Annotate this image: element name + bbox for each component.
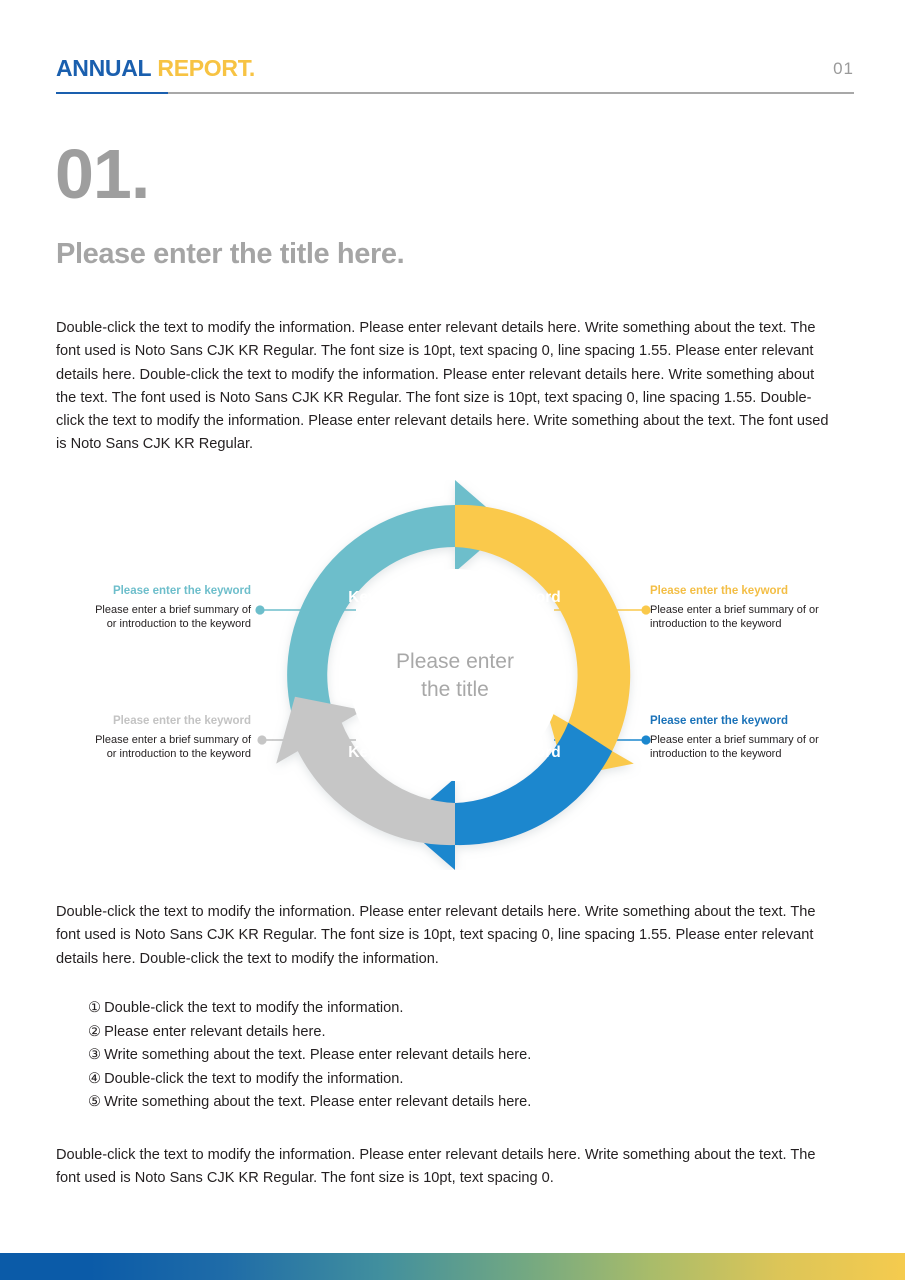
list-item — [88, 1068, 828, 1092]
callout-heading-bottom-right: Please enter the keyword — [650, 715, 789, 727]
cycle-segment-label-bottom-left: Keyword — [348, 744, 414, 761]
cycle-center-title-line2: the title — [421, 678, 489, 701]
list-item-marker: ③ — [88, 1047, 102, 1063]
list-item — [88, 1044, 828, 1068]
callout-body-top-right — [650, 603, 850, 631]
list-item-text: Write something about the text. Please enter relevant details here. — [104, 1094, 532, 1110]
list-item-text: Double-click the text to modify the information. — [104, 1000, 404, 1016]
list-item-marker: ① — [88, 1000, 102, 1016]
numbered-list — [88, 997, 828, 1115]
callout-body-line2-top-right: introduction to the keyword — [650, 618, 782, 630]
cycle-segment-label-top-left: Keyword — [348, 589, 414, 606]
end-paragraph: Double-click the text to modify the information. Please enter relevant details here. Write something about the text. The font used is Noto Sans CJK KR Regular. The font size is 10pt, text spacing 0. — [56, 1147, 816, 1187]
list-item-text: Double-click the text to modify the information. — [104, 1070, 404, 1087]
callout-body-top-left — [56, 603, 251, 631]
list-item-marker: ⑤ — [88, 1094, 102, 1110]
list-item-text: Please enter relevant details here. — [104, 1023, 326, 1040]
cycle-diagram-graphic — [56, 480, 854, 870]
cycle-segment-label-top-right: Keyword — [495, 589, 561, 606]
intro-paragraph: Double-click the text to modify the information. Please enter relevant details here. Write something about the text. The font used is Noto Sans CJK KR Regular. The font size is 10pt, text spacing 0, line spacing 1.55. Please enter relevant details here. Double-click the text to modify the information. Please enter relevant details here. Write something about the text. The font used is Noto Sans CJK KR Regular. The font size is 10pt, text spacing 0, line spacing 1.55. Double-click the text to modify the information. Please enter relevant details here. Write something about the text. The font used is Noto Sans CJK KR Regular. — [56, 320, 829, 453]
callout-heading-bottom-left: Please enter the keyword — [112, 715, 251, 727]
connector-dot-bottom-left — [257, 735, 266, 744]
report-title — [56, 57, 255, 80]
connector-dot-top-left — [255, 605, 264, 614]
callout-body-line2-bottom-right: introduction to the keyword — [650, 748, 782, 760]
footer-gradient-bar — [0, 1253, 905, 1280]
callout-body-line1-bottom-left: Please enter a brief summary of — [95, 734, 251, 746]
callout-body-line1-top-left: Please enter a brief summary of — [95, 604, 251, 616]
cycle-segment-label-bottom-right: Keyword — [495, 744, 561, 761]
cycle-diagram — [56, 480, 854, 870]
callout-heading-top-right: Please enter the keyword — [650, 585, 789, 597]
callout-body-line1-bottom-right: Please enter a brief summary of or — [650, 734, 819, 746]
callout-bottom-right — [650, 714, 850, 761]
cycle-center-title-line1: Please enter — [396, 650, 514, 673]
list-item-marker: ② — [88, 1023, 102, 1040]
report-title-primary: ANNUAL — [56, 55, 152, 81]
callout-heading-top-left: Please enter the keyword — [112, 585, 251, 597]
list-item-marker: ④ — [88, 1070, 102, 1087]
header-divider-accent — [56, 92, 168, 94]
section-number: 01. — [55, 135, 150, 213]
page-title: Please enter the title here. — [56, 238, 405, 270]
callout-body-bottom-right — [650, 733, 850, 761]
callout-body-line1-top-right: Please enter a brief summary of or — [650, 604, 819, 616]
callout-body-bottom-left — [56, 733, 251, 761]
page-header — [56, 54, 854, 98]
callout-top-right — [650, 584, 850, 631]
callout-body-line2-bottom-left: or introduction to the keyword — [106, 748, 251, 760]
list-item — [88, 1021, 828, 1045]
list-item — [88, 997, 828, 1021]
list-item — [88, 1091, 828, 1115]
middle-paragraph: Double-click the text to modify the information. Please enter relevant details here. Write something about the text. The font used is Noto Sans CJK KR Regular. The font size is 10pt, text spacing 0, line spacing 1.55. Please enter relevant details here. Double-click the text to modify the information. — [56, 904, 816, 967]
callout-body-line2-top-left: or introduction to the keyword — [106, 618, 251, 630]
callout-top-left — [56, 584, 251, 631]
page-number: 01 — [833, 59, 854, 78]
report-title-secondary: REPORT. — [157, 55, 255, 81]
list-item-text: Write something about the text. Please enter relevant details here. — [104, 1047, 532, 1063]
header-divider — [56, 92, 854, 94]
callout-bottom-left — [56, 714, 251, 761]
